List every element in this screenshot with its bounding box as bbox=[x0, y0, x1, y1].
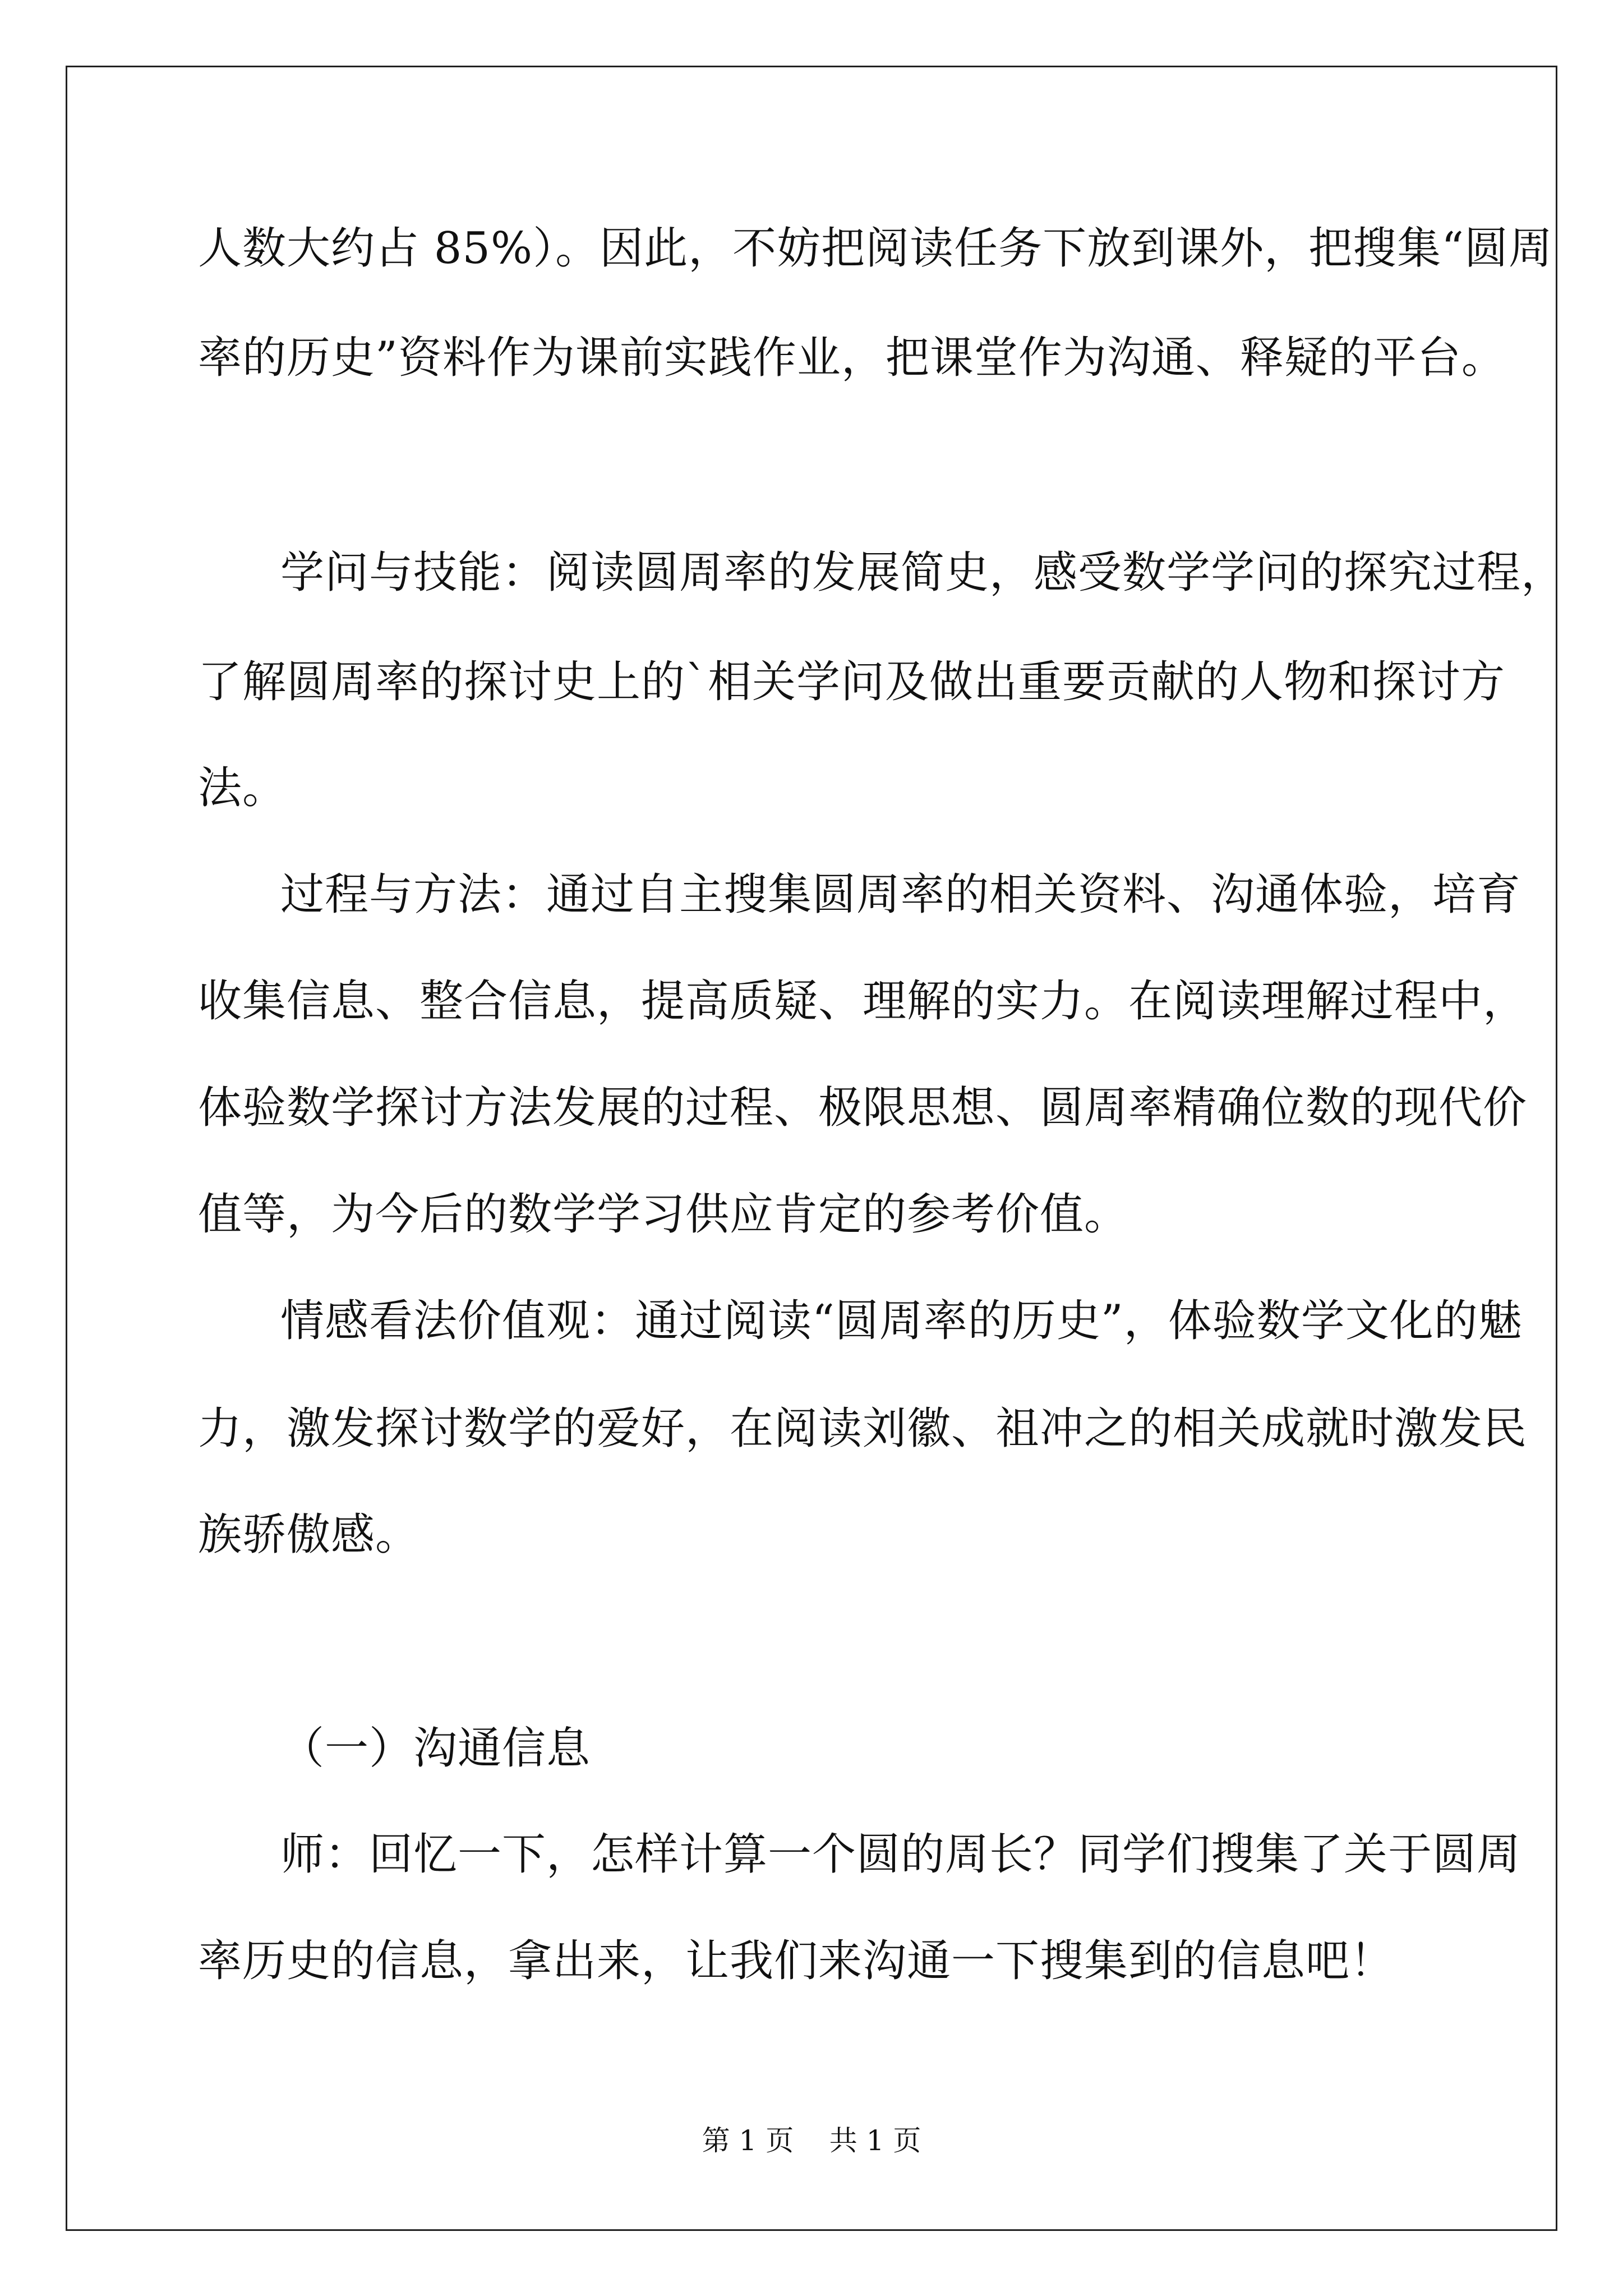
paragraph-line: 值等，为今后的数学学习供应肯定的参考价值。 bbox=[198, 1189, 1129, 1240]
paragraph-line: 情感看法价值观：通过阅读“圆周率的历史”，体验数学文化的魅 bbox=[280, 1296, 1523, 1346]
section-heading: （一）沟通信息 bbox=[280, 1723, 591, 1774]
paragraph-line: 体验数学探讨方法发展的过程、极限思想、圆周率精确位数的现代价 bbox=[198, 1083, 1528, 1133]
page-border bbox=[66, 66, 1557, 2231]
paragraph-line: 法。 bbox=[198, 763, 287, 813]
paragraph-line: 人数大约占 85%）。因此，不妨把阅读任务下放到课外，把搜集“圆周 bbox=[198, 223, 1553, 274]
paragraph-line: 收集信息、整合信息，提高质疑、理解的实力。在阅读理解过程中， bbox=[198, 976, 1528, 1027]
paragraph-line: 了解圆周率的探讨史上的`相关学问及做出重要贡献的人物和探讨方 bbox=[198, 657, 1506, 707]
paragraph-line: 过程与方法：通过自主搜集圆周率的相关资料、沟通体验，培育 bbox=[280, 869, 1521, 920]
paragraph-line: 力，激发探讨数学的爱好，在阅读刘徽、祖冲之的相关成就时激发民 bbox=[198, 1404, 1528, 1454]
page-number-footer: 第 1 页 共 1 页 bbox=[702, 2124, 921, 2157]
paragraph-line: 族骄傲感。 bbox=[198, 1510, 420, 1560]
paragraph-line: 率的历史”资料作为课前实践作业，把课堂作为沟通、释疑的平台。 bbox=[198, 333, 1506, 383]
paragraph-line: 师：回忆一下，怎样计算一个圆的周长？同学们搜集了关于圆周 bbox=[280, 1829, 1521, 1880]
paragraph-line: 率历史的信息，拿出来，让我们来沟通一下搜集到的信息吧！ bbox=[198, 1936, 1395, 1986]
paragraph-line: 学问与技能：阅读圆周率的发展简史，感受数学学问的探究过程， bbox=[280, 547, 1566, 598]
